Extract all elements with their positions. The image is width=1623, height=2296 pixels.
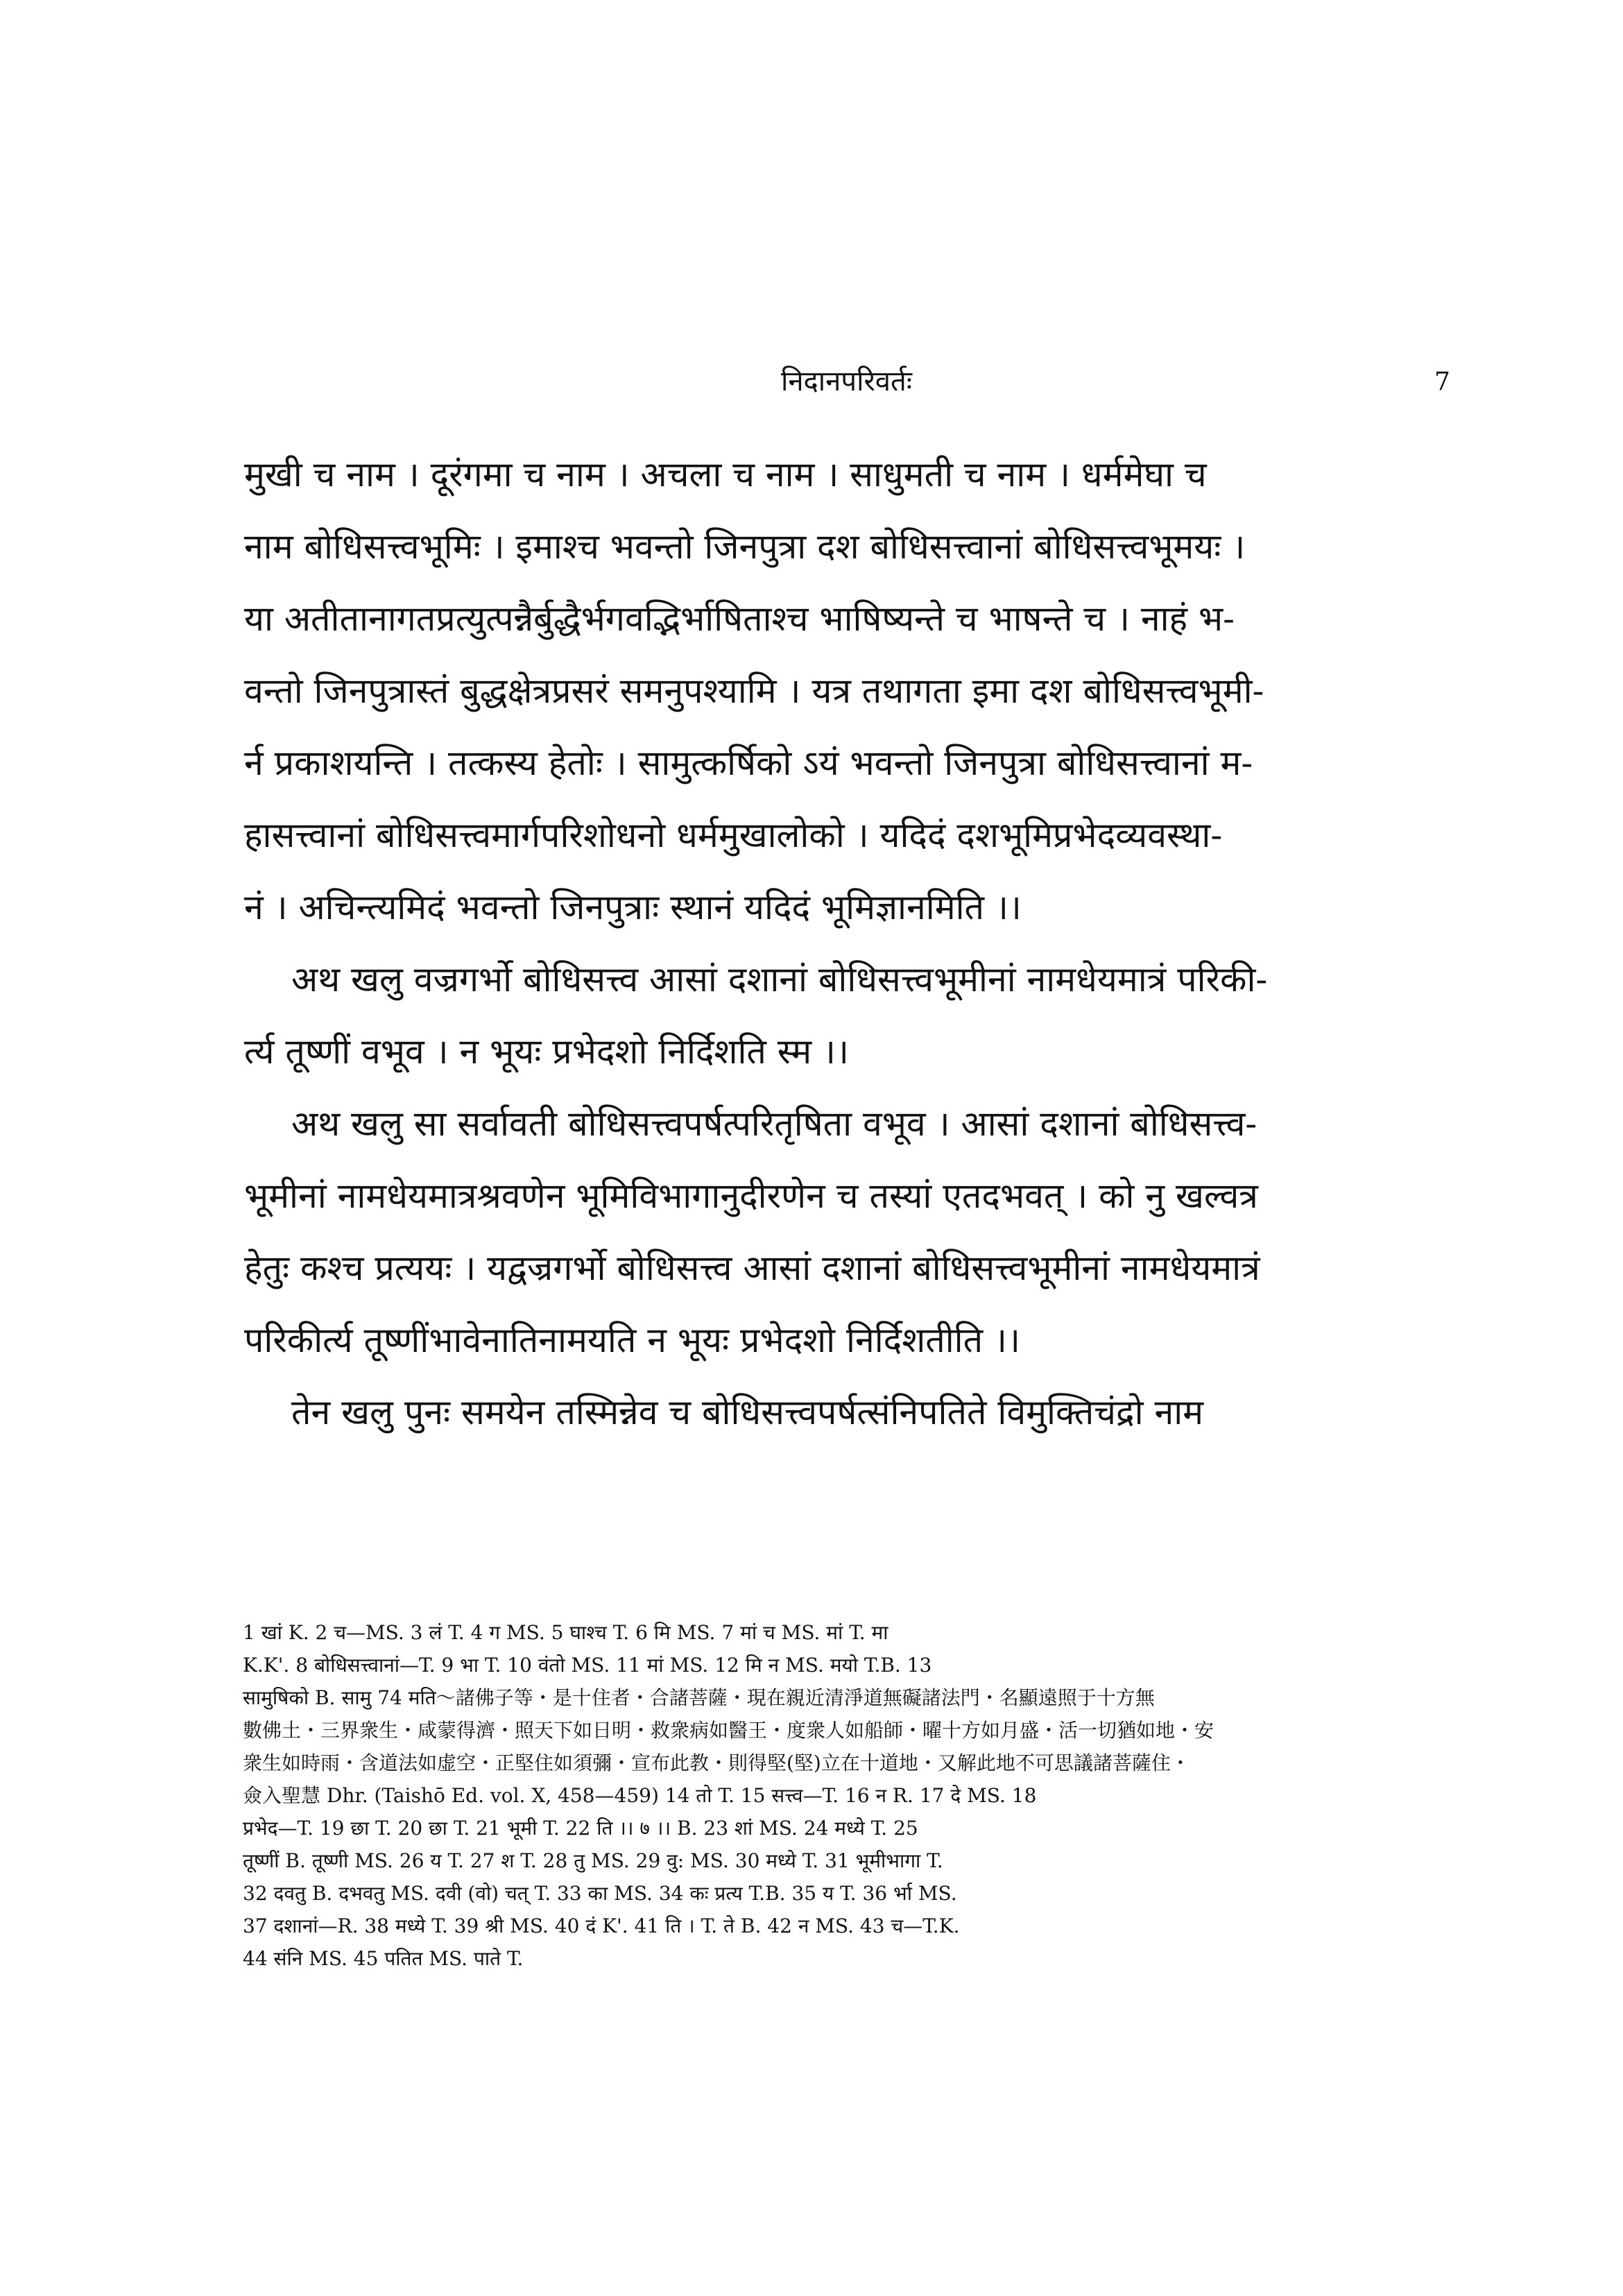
body-line: मुखी च नाम । दूरंगमा च नाम । अचला च नाम । साधुमती च नाम । धर्ममेघा च — [244, 454, 1207, 495]
body-line: नं । अचिन्त्यमिदं भवन्तो जिनपुत्राः स्थानं यदिदं भूमिज्ञानमिति ।। — [244, 887, 1022, 927]
footnote-line: 數佛土・三界衆生・咸蒙得濟・照天下如日明・救衆病如醫王・度衆人如船師・曜十方如月盛・活一切猶如地・安 — [243, 1719, 1214, 1742]
body-line-paragraph-start: अथ खलु वज्रगर्भो बोधिसत्त्व आसां दशानां बोधिसत्त्वभूमीनां नामधेयमात्रं परिकी- — [291, 959, 1268, 1000]
footnote-line: 1 खां K. 2 च—MS. 3 लं T. 4 ग MS. 5 घाश्च T. 6 मि MS. 7 मां च MS. मां T. मा — [243, 1621, 888, 1644]
footnotes — [243, 1616, 1422, 1975]
footnote-line: 僉入聖慧 Dhr. (Taishō Ed. vol. X, 458—459) 14 तो T. 15 सत्त्व—T. 16 न R. 17 दे MS. 18 — [243, 1784, 1037, 1807]
footnote-line: K.K'. 8 बोधिसत्त्वानां—T. 9 भा T. 10 वंतो MS. 11 मां MS. 12 मि न MS. मयो T.B. 13 — [243, 1654, 932, 1677]
body-line: हेतुः कश्च प्रत्ययः । यद्वज्रगर्भो बोधिसत्त्व आसां दशानां बोधिसत्त्वभूमीनां नामधेयमात्रं — [244, 1248, 1260, 1288]
footnote-line: सामुषिको B. सामु 74 मति～諸佛子等・是十住者・合諸菩薩・現在親近清淨道無礙諸法門・名顯遠照于十方無 — [243, 1686, 1155, 1709]
running-header: निदानपरिवर्तः — [781, 366, 912, 397]
body-line: परिकीर्त्य तूष्णींभावेनातिनामयति न भूयः प्रभेदशो निर्दिशतीति ।। — [244, 1320, 1020, 1360]
body-line: हासत्त्वानां बोधिसत्त्वमार्गपरिशोधनो धर्ममुखालोको । यदिदं दशभूमिप्रभेदव्यवस्था- — [244, 815, 1223, 855]
body-line: या अतीतानागतप्रत्युत्पन्नैर्बुद्धैर्भगवद्भिर्भाषिताश्च भाषिष्यन्ते च भाषन्ते च । नाहं भ- — [244, 599, 1235, 639]
page-number: 7 — [1434, 368, 1450, 396]
body-line: र्त्य तूष्णीं वभूव । न भूयः प्रभेदशो निर्दिशति स्म ।। — [244, 1031, 849, 1072]
footnote-line: 44 संनि MS. 45 पतित MS. पाते T. — [243, 1947, 524, 1970]
body-line: वन्तो जिनपुत्रास्तं बुद्धक्षेत्रप्रसरं समनुपश्यामि । यत्र तथागता इमा दश बोधिसत्त्वभूमी- — [244, 671, 1264, 711]
footnote-line: 衆生如時雨・含道法如虚空・正堅住如須彌・宣布此教・則得堅(堅)立在十道地・又解此地不可思議諸菩薩住・ — [243, 1751, 1190, 1774]
footnote-line: 32 दवतु B. दभवतु MS. दवी (वो) चत् T. 33 का MS. 34 कः प्रत्य T.B. 35 य T. 36 र्भा MS. — [243, 1882, 957, 1905]
footnote-line: तूष्णीं B. तूष्णी MS. 26 य T. 27 श T. 28 तु MS. 29 वु: MS. 30 मध्ये T. 31 भूमीभागा T. — [243, 1849, 943, 1872]
body-line-paragraph-start: तेन खलु पुनः समयेन तस्मिन्नेव च बोधिसत्त्वपर्षत्संनिपतिते विमुक्तिचंद्रो नाम — [291, 1392, 1204, 1432]
footnote-line: प्रभेद—T. 19 छा T. 20 छा T. 21 भूमी T. 22 ति ।। ७ ।। B. 23 शां MS. 24 मध्ये T. 25 — [243, 1817, 918, 1840]
body-line: र्न प्रकाशयन्ति । तत्कस्य हेतोः । सामुत्कर्षिको ऽयं भवन्तो जिनपुत्रा बोधिसत्त्वानां म- — [244, 743, 1253, 783]
body-line-paragraph-start: अथ खलु सा सर्वावती बोधिसत्त्वपर्षत्परितृषिता वभूव । आसां दशानां बोधिसत्त्व- — [291, 1104, 1257, 1144]
footnote-line: 37 दशानां—R. 38 मध्ये T. 39 श्री MS. 40 दं K'. 41 ति । T. ते B. 42 न MS. 43 च—T.K. — [243, 1914, 960, 1937]
body-line: भूमीनां नामधेयमात्रश्रवणेन भूमिविभागानुदीरणेन च तस्यां एतदभवत् । को नु खल्वत्र — [244, 1176, 1258, 1216]
body-line: नाम बोधिसत्त्वभूमिः । इमाश्च भवन्तो जिनपुत्रा दश बोधिसत्त्वानां बोधिसत्त्वभूमयः । — [244, 526, 1246, 567]
